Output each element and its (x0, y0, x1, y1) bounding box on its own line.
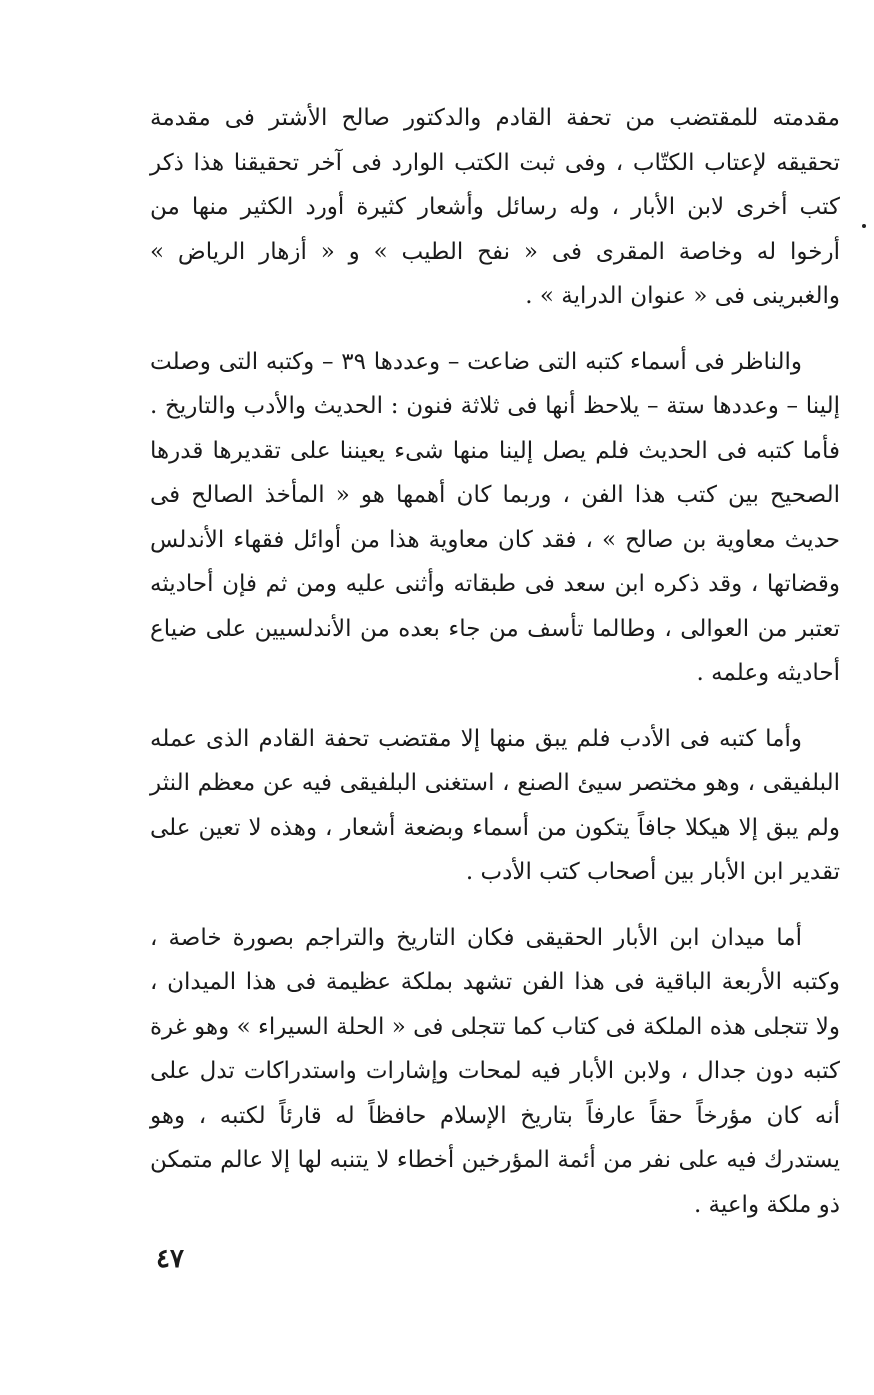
paragraph-4: أما ميدان ابن الأبار الحقيقى فكان التاريخ والتراجم بصورة خاصة ، وكتبه الأربعة الباقية فى هذا الفن تشهد بملكة عظيمة فى هذا الميدان ، ولا تتجلى هذه الملكة فى كتاب كما تتجلى فى « الحلة السيراء » وهو غرة كتبه دون جدال ، ولابن الأبار فيه لمحات وإشارات واستدراكات تدل على أنه كان مؤرخاً حقاً عارفاً بتاريخ الإسلام حافظاً له قارئاً لكتبه ، وهو يستدرك فيه على نفر من أئمة المؤرخين أخطاء لا يتنبه لها إلا عالم متمكن ذو ملكة واعية . (150, 924, 840, 1218)
page-number: ٤٧ (156, 1244, 184, 1274)
body-text (150, 96, 840, 1248)
paragraph-1: مقدمته للمقتضب من تحفة القادم والدكتور صالح الأشتر فى مقدمة تحقيقه لإعتاب الكتّاب ، وفى ثبت الكتب الوارد فى آخر تحقيقنا هذا ذكر كتب أخرى لابن الأبار ، وله رسائل وأشعار كثيرة أورد الكثير منها من أرخوا له وخاصة المقرى فى « نفح الطيب » و « أزهار الرياض » والغبرينى فى « عنوان الدراية » . (150, 105, 840, 309)
paragraph-2: والناظر فى أسماء كتبه التى ضاعت – وعددها ٣٩ – وكتبه التى وصلت إلينا – وعددها ستة – يلاحظ أنها فى ثلاثة فنون : الحديث والأدب والتاريخ . فأما كتبه فى الحديث فلم يصل إلينا منها شىء يعيننا على تقديرها قدرها الصحيح بين كتب هذا الفن ، وربما كان أهمها هو « المأخذ الصالح فى حديث معاوية بن صالح » ، فقد كان معاوية هذا من أوائل فقهاء الأندلس وقضاتها ، وقد ذكره ابن سعد فى طبقاته وأثنى عليه ومن ثم فإن أحاديثه تعتبر من العوالى ، وطالما تأسف من جاء بعده من الأندلسيين على ضياع أحاديثه وعلمه . (150, 348, 840, 686)
margin-mark (862, 224, 866, 228)
paragraph-3: وأما كتبه فى الأدب فلم يبق منها إلا مقتضب تحفة القادم الذى عمله البلفيقى ، وهو مختصر سيئ الصنع ، استغنى البلفيقى فيه عن معظم النثر ولم يبق إلا هيكلا جافاً يتكون من أسماء وبضعة أشعار ، وهذه لا تعين على تقدير ابن الأبار بين أصحاب كتب الأدب . (150, 725, 840, 885)
